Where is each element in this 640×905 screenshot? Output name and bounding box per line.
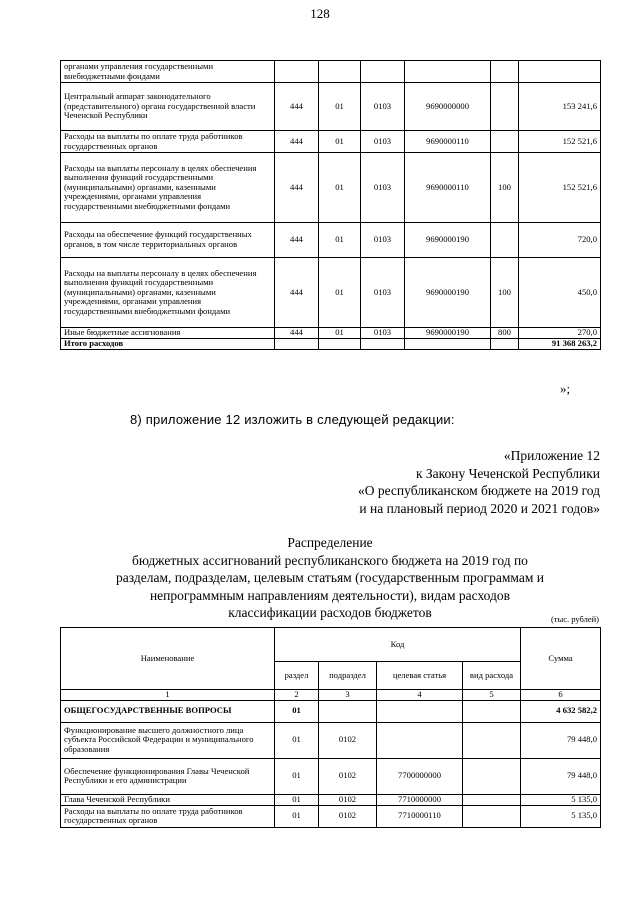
cell-name: ОБЩЕГОСУДАРСТВЕННЫЕ ВОПРОСЫ [61, 700, 275, 722]
cell-sum: 152 521,6 [519, 131, 601, 153]
header-sum: Сумма [521, 628, 601, 690]
budget-distribution-table [60, 627, 601, 828]
cell-expense-type [491, 339, 519, 350]
column-number: 3 [319, 690, 377, 701]
title-line: Распределение [287, 535, 373, 550]
cell-sum: 720,0 [519, 223, 601, 258]
cell-target-article: 7710000110 [377, 805, 463, 827]
cell-administrator: 444 [275, 131, 319, 153]
closing-quote: »; [560, 381, 571, 396]
cell-name: Расходы на выплаты персоналу в целях обеспечения выполнения функций государственными (муниципальными) органами, казенными учреждениями, органами управления государственными внебюджетными фондами [61, 258, 275, 328]
total-label: Итого расходов [61, 339, 275, 350]
cell-razdel: 01 [319, 258, 361, 328]
header-razdel: раздел [275, 662, 319, 690]
cell-podrazdel: 0103 [361, 83, 405, 131]
cell-target-article: 9690000000 [405, 83, 491, 131]
cell-target-article: 9690000190 [405, 223, 491, 258]
appendix-header-line: к Закону Чеченской Республики [415, 465, 600, 481]
cell-sum: 79 448,0 [521, 758, 601, 794]
appendix-header-line: «Приложение 12 [503, 448, 600, 463]
cell-target-article: 7710000000 [377, 794, 463, 805]
amendment-text: 8) приложение 12 изложить в следующей редакции: [130, 412, 455, 427]
cell-target-article [377, 700, 463, 722]
table-row [61, 794, 601, 805]
cell-podrazdel: 0102 [319, 758, 377, 794]
cell-razdel [319, 61, 361, 83]
title-line: бюджетных ассигнований республиканского бюджета на 2019 год по [132, 552, 528, 568]
cell-razdel: 01 [319, 131, 361, 153]
cell-expense-type: 100 [491, 258, 519, 328]
cell-sum: 152 521,6 [519, 153, 601, 223]
cell-administrator: 444 [275, 328, 319, 339]
table-row [61, 61, 601, 83]
cell-razdel: 01 [319, 153, 361, 223]
table-row [61, 328, 601, 339]
cell-razdel: 01 [275, 758, 319, 794]
cell-sum: 79 448,0 [521, 722, 601, 758]
total-row [61, 339, 601, 350]
cell-expense-type [491, 83, 519, 131]
header-vr: вид расхода [463, 662, 521, 690]
table-row [61, 722, 601, 758]
cell-razdel: 01 [319, 83, 361, 131]
cell-razdel: 01 [275, 805, 319, 827]
cell-expense-type [463, 722, 521, 758]
cell-podrazdel: 0103 [361, 153, 405, 223]
cell-expense-type [463, 805, 521, 827]
cell-administrator [275, 61, 319, 83]
cell-name: Расходы на выплаты персоналу в целях обеспечения выполнения функций государственными (муниципальными) органами, казенными учреждениями, органами управления государственными внебюджетными фондами [61, 153, 275, 223]
cell-sum: 5 135,0 [521, 805, 601, 827]
cell-podrazdel: 0103 [361, 328, 405, 339]
cell-target-article: 9690000110 [405, 131, 491, 153]
cell-razdel: 01 [319, 223, 361, 258]
title-line: разделам, подразделам, целевым статьям (государственным программам и [116, 570, 544, 585]
cell-expense-type [463, 700, 521, 722]
cell-administrator: 444 [275, 83, 319, 131]
cell-podrazdel [319, 700, 377, 722]
cell-name: органами управления государственными внебюджетными фондами [61, 61, 275, 83]
cell-razdel: 01 [275, 700, 319, 722]
cell-target-article: 9690000190 [405, 328, 491, 339]
cell-sum: 4 632 582,2 [521, 700, 601, 722]
cell-administrator: 444 [275, 153, 319, 223]
column-number: 4 [377, 690, 463, 701]
cell-podrazdel: 0103 [361, 258, 405, 328]
cell-sum: 153 241,6 [519, 83, 601, 131]
cell-target-article: 9690000190 [405, 258, 491, 328]
cell-name: Иные бюджетные ассигнования [61, 328, 275, 339]
cell-podrazdel [361, 339, 405, 350]
cell-name: Расходы на выплаты по оплате труда работников государственных органов [61, 805, 275, 827]
title-line: непрограммным направлениям деятельности), видам расходов [149, 587, 511, 603]
table-row [61, 131, 601, 153]
table-row [61, 258, 601, 328]
table-row [61, 223, 601, 258]
cell-name: Центральный аппарат законодательного (представительного) органа государственной власти Чеченской Республики [61, 83, 275, 131]
cell-target-article [405, 61, 491, 83]
cell-name: Обеспечение функционирования Главы Чеченской Республики и его администрации [61, 758, 275, 794]
appendix-header-line: и на плановый период 2020 и 2021 годов» [359, 500, 600, 516]
table-row [61, 83, 601, 131]
title-line: классификации расходов бюджетов [228, 605, 432, 620]
column-number: 6 [521, 690, 601, 701]
cell-sum: 450,0 [519, 258, 601, 328]
appendix-header [200, 447, 600, 517]
cell-razdel: 01 [275, 794, 319, 805]
cell-expense-type [463, 758, 521, 794]
header-name: Наименование [61, 628, 275, 690]
cell-sum [519, 61, 601, 83]
cell-expense-type [491, 61, 519, 83]
cell-target-article [377, 722, 463, 758]
cell-razdel: 01 [319, 328, 361, 339]
cell-target-article: 9690000110 [405, 153, 491, 223]
column-number: 5 [463, 690, 521, 701]
table-row [61, 700, 601, 722]
cell-podrazdel: 0103 [361, 131, 405, 153]
table-row [61, 153, 601, 223]
cell-name: Расходы на выплаты по оплате труда работников государственных органов [61, 131, 275, 153]
header-code: Код [275, 628, 521, 662]
cell-target-article: 7700000000 [377, 758, 463, 794]
cell-administrator [275, 339, 319, 350]
cell-podrazdel: 0102 [319, 722, 377, 758]
cell-name: Глава Чеченской Республики [61, 794, 275, 805]
cell-podrazdel: 0102 [319, 805, 377, 827]
column-number: 1 [61, 690, 275, 701]
units-note: (тыс. рублей) [550, 614, 599, 624]
cell-name: Расходы на обеспечение функций государственных органов, в том числе территориальных органов [61, 223, 275, 258]
cell-expense-type [463, 794, 521, 805]
cell-target-article [405, 339, 491, 350]
cell-sum: 270,0 [519, 328, 601, 339]
cell-expense-type: 800 [491, 328, 519, 339]
table-row [61, 758, 601, 794]
cell-administrator: 444 [275, 258, 319, 328]
column-number: 2 [275, 690, 319, 701]
cell-sum: 5 135,0 [521, 794, 601, 805]
table-row [61, 805, 601, 827]
cell-podrazdel: 0103 [361, 223, 405, 258]
cell-expense-type: 100 [491, 153, 519, 223]
cell-administrator: 444 [275, 223, 319, 258]
column-number-row [61, 690, 601, 701]
table-title [60, 534, 600, 622]
header-podrazdel: подраздел [319, 662, 377, 690]
cell-expense-type [491, 131, 519, 153]
header-cs: целевая статья [377, 662, 463, 690]
appendix-header-line: «О республиканском бюджете на 2019 год [357, 483, 600, 498]
cell-podrazdel: 0102 [319, 794, 377, 805]
expenditure-table-continued [60, 60, 601, 350]
cell-razdel: 01 [275, 722, 319, 758]
total-sum: 91 368 263,2 [519, 339, 601, 350]
cell-name: Функционирование высшего должностного лица субъекта Российской Федерации и муниципального образования [61, 722, 275, 758]
page-number: 128 [310, 6, 330, 21]
cell-razdel [319, 339, 361, 350]
cell-podrazdel [361, 61, 405, 83]
cell-expense-type [491, 223, 519, 258]
